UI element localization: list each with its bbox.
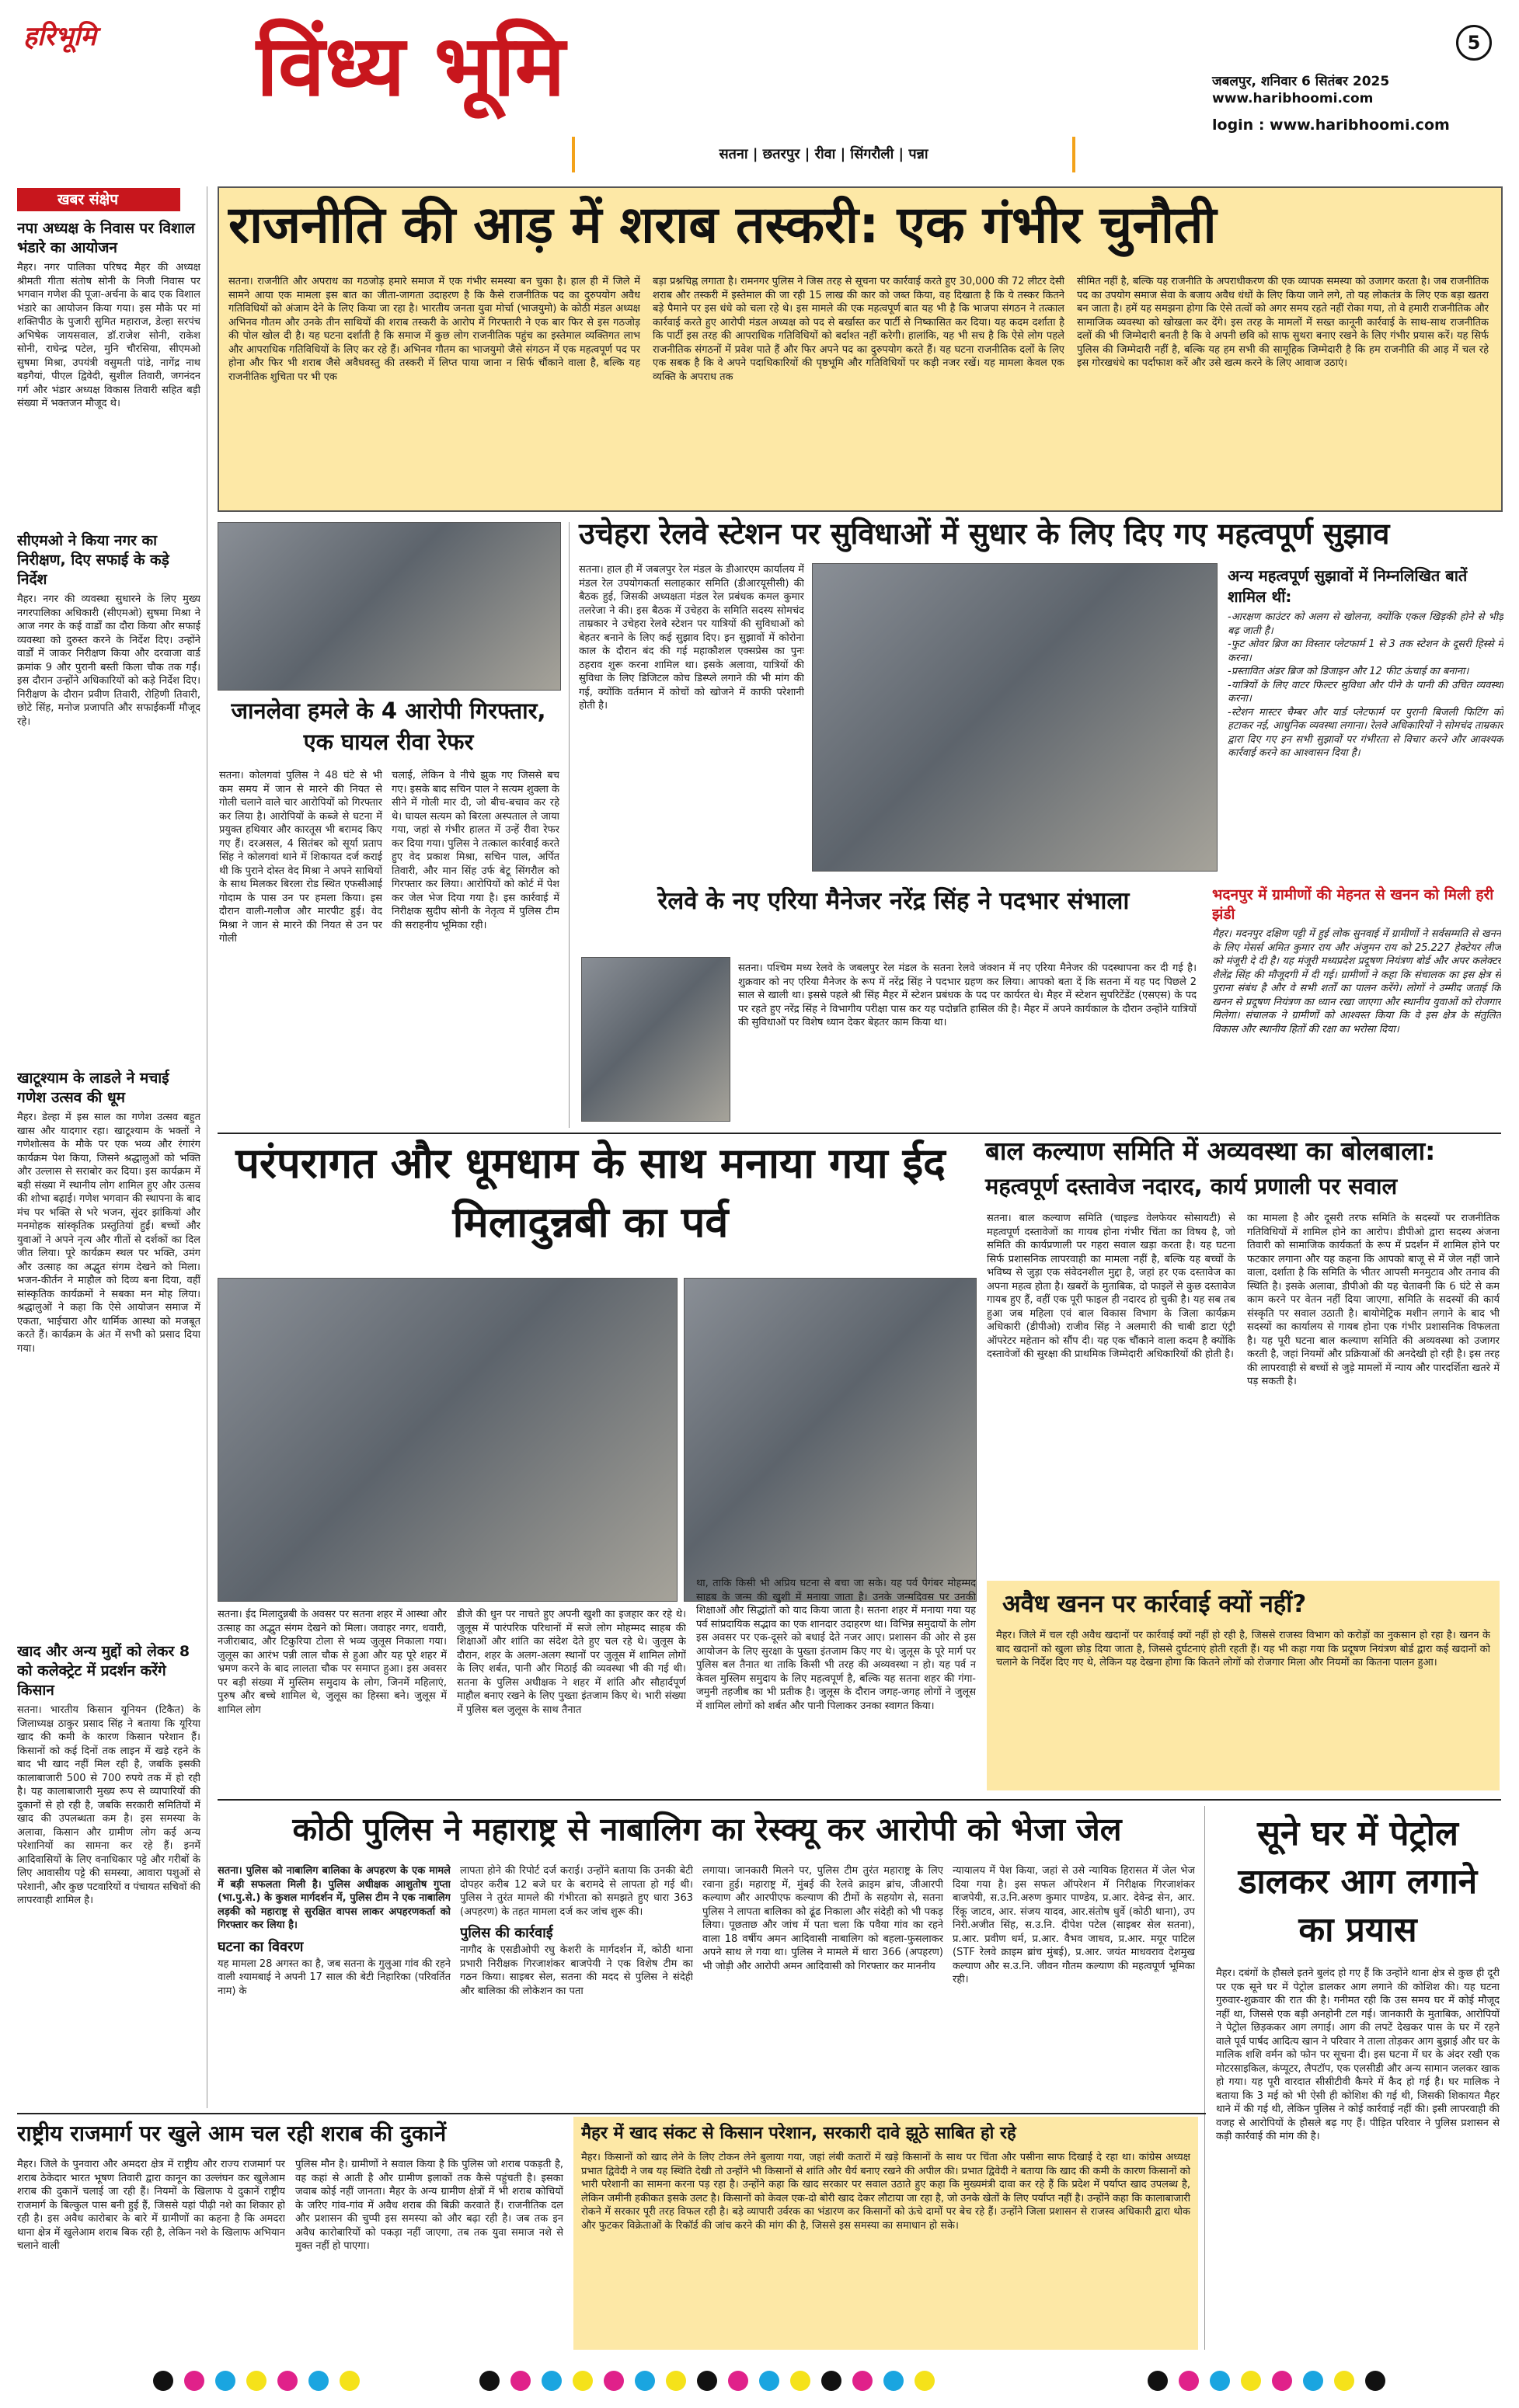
welfare-headline-2: महत्वपूर्ण दस्तावेज नदारद, कार्य प्रणाली पर सवाल bbox=[985, 1173, 1398, 1199]
reg-dot bbox=[915, 2371, 935, 2391]
lead-col-1: सतना। राजनीति और अपराध का गठजोड़ हमारे समाज में एक गंभीर समस्या बन चुका है। हाल ही में जिले में सामने आया एक मामला इस बात का जीता-जागता उदाहरण है कि कैसे राजनीतिक पद का दुरुपयोग अवैध गतिविधियों को अंजाम देने के लिए किया जा रहा है। भारतीय जनता युवा मोर्चा (भाजयुमो) के कोठी मंडल अध्यक्ष अभिनव गौतम और उनके तीन साथियों की शराब तस्करी के आरोप में गिरफ्तारी ने एक बार फिर से इस गठजोड़ की पोल खोल दी है। यह घटना दर्शाती है कि समाज में कुछ लोग राजनीतिक पहुंच का इस्तेमाल व्यक्तिगत लाभ और आपराधिक गतिविधियों के लिए कर रहे हैं। अभिनव गौतम का भाजयुमो जैसे संगठन में एक महत्वपूर्ण पद पर होना और फिर भी शराब जैसे अवैधवस्तु की तस्करी में लिप्त पाया जाना न सिर्फ चौंकाने वाला है, बल्कि यह राजनीतिक शुचिता पर भी एक bbox=[228, 276, 640, 383]
manager-body: सतना। पश्चिम मध्य रेलवे के जबलपुर रेल मंडल के सतना रेलवे जंक्शन में नए एरिया मैनेजर की पदस्थापना कर दी गई है। शुक्रवार को नए एरिया मैनेजर के रूप में नरेंद्र सिंह ने पदभार ग्रहण कर लिया। आपको बता दें कि सतना में यह पद पिछले 2 साल से खाली था। इससे पहले श्री सिंह मैहर में स्टेशन प्रबंधक के पद पर कार्यरत थे। मैहर में स्टेशन सुपरिटेंडेंट (एसएस) के पद पर रहते हुए नरेंद्र सिंह ने विभागीय परीक्षा पास कर यह पदोन्नति हासिल की है। मैहर में अपने कार्यकाल के दौरान उन्होंने यात्रियों की सुविधाओं पर विशेष ध्यान देकर बेहतर काम किया था। bbox=[738, 962, 1197, 1028]
reg-dot bbox=[277, 2371, 298, 2391]
sidebar-item-body: मैहर। नगर की व्यवस्था सुधारने के लिए मुख्य नगरपालिका अधिकारी (सीएमओ) सुषमा मिश्रा ने आज नगर के कई वार्डों का दौरा किया और सफाई व्यवस्था को दुरुस्त करने के निर्देश दिए। उन्होंने वार्डों में जाकर निरीक्षण किया और दरवाजा वार्ड क्रमांक 9 और पुरानी बस्ती किला चौक तक गईं। इस दौरान उन्होंने अधिकारियों को कड़े निर्देश दिए। निरीक्षण के दौरान प्रवीण तिवारी, रोहिणी तिवारी, छोटे सिंह, मनोज प्रजापति और सफाईकर्मी मौजूद रहे। bbox=[17, 593, 200, 728]
reg-dot bbox=[1241, 2371, 1261, 2391]
sidebar-label-text: खबर संक्षेप bbox=[57, 191, 119, 208]
reg-dot bbox=[759, 2371, 779, 2391]
attack-col-1: सतना। कोलगवां पुलिस ने 48 घंटे से भी कम समय में जान से मारने की नियत से गोली चलाने वाले चार आरोपियों को गिरफ्तार कर लिया है। आरोपियों के कब्जे से घटना में प्रयुक्त हथियार और कारतूस भी बरामद किए गए हैं। दरअसल, 4 सितंबर को सूर्या प्रताप सिंह ने कोलगवां थाने में शिकायत दर्ज कराई थी कि पुराने दोस्त वेद मिश्रा ने अपने साथियों के साथ मिलकर बिरला रोड स्थित एफसीआई गोदाम के पास उन पर हमला किया। इस दौरान वाली-गलौज और मारपीट हुई। वेद मिश्रा ने जान से मारने की नियत से उन पर गोली bbox=[219, 770, 382, 945]
sidebar-item bbox=[17, 1642, 200, 2108]
sidebar-item bbox=[17, 1069, 200, 1636]
reg-dot bbox=[790, 2371, 810, 2391]
fire-body: मैहर। दबंगों के हौसले इतने बुलंद हो गए हैं कि उन्होंने थाना क्षेत्र से कुछ ही दूरी पर एक सूने घर में पेट्रोल डालकर आग लगाने की कोशिश की। यह घटना गुरुवार-शुक्रवार की रात की है। गनीमत रही कि उस समय घर में कोई मौजूद नहीं था, जिससे एक बड़ी अनहोनी टल गई। जानकारी के मुताबिक, आरोपियों ने पेट्रोल छिड़ककर आग लगाई। आग की लपटें देखकर पास के घर में रहने वाले पूर्व पार्षद आदित्य खान ने परिवार ने ताला तोड़कर आग बुझाई और घर के मालिक शशि वर्मन को फोन पर सूचना दी। इस घटना में घर के अंदर रखी एक मोटरसाइकिल, कंप्यूटर, लैपटॉप, एक एलसीडी और अन्य सामान जलकर खाक हो गया। यह पूरी वारदात सीसीटीवी कैमरे में कैद हो गई है। घर मालिक ने बताया कि 3 मई को भी ऐसी ही कोशिश की गई थी, जिसकी शिकायत मैहर थाने में की गई थी, लेकिन पुलिस ने कोई कार्रवाई नहीं की। इसी लापरवाही की वजह से आरोपियों के हौसले बढ़ गए हैं। पीड़ित परिवार ने पुलिस प्रशासन से कड़ी कार्रवाई की मांग की है। bbox=[1216, 1968, 1500, 2142]
sidebar-label bbox=[17, 188, 180, 211]
railway-body: सतना। हाल ही में जबलपुर रेल मंडल के डीआरएम कार्यालय में मंडल रेल उपयोगकर्ता सलाहकार समिति (डीआरयूसीसी) की बैठक हुई, जिसकी अध्यक्षता मंडल रेल प्रबंधक कमल कुमार तलरेजा ने की। इस बैठक में उचेहरा के समिति सदस्य सोमचंद ताम्रकार ने उचेहरा रेलवे स्टेशन पर यात्रियों की सुविधाओं को बेहतर बनाने के लिए कई सुझाव दिए। इन सुझावों में कोरोना काल के दौरान बंद की गई महाकौशल एक्सप्रेस का पुनः ठहराव शुरू करना शामिल था। इसके अलावा, यात्रियों की सुविधा के लिए डिजिटल कोच डिस्प्ले लगाने की भी मांग की गई, क्योंकि वर्तमान में कोचों को खोजने में काफी परेशानी होती है। bbox=[579, 564, 804, 712]
reg-dot bbox=[215, 2371, 235, 2391]
mining-box bbox=[1212, 886, 1501, 1126]
sidebar-item bbox=[17, 219, 200, 516]
fertilizer-headline: मैहर में खाद संकट से किसान परेशान, सरकारी दावे झूठे साबित हो रहे bbox=[581, 2124, 1016, 2143]
reg-dot bbox=[1365, 2371, 1385, 2391]
railway-suggestions bbox=[1228, 565, 1503, 884]
reg-dot bbox=[1272, 2371, 1292, 2391]
rescue-col-4: न्यायालय में पेश किया, जहां से उसे न्यायिक हिरासत में जेल भेज दिया गया है। इस सफल ऑपरेशन में निरीक्षक गिरजाशंकर बाजपेयी, स.उ.नि.अरुण कुमार पाण्डेय, प्र.आर. देवेन्द्र सेन, आर. रिंकू जाटव, आर. संजय यादव, आर.संतोष धुर्वे (कोठी थाना), उप निरी.अजीत सिंह, स.उ.नि. दीपेश पटेल (साइबर सेल सतना), प्र.आर. प्रवीण धर्म, प्र.आर. वैभव जाधव, प्र.आर. मयूर पाटिल (STF रेलवे क्राइम ब्रांच मुंबई), प्र.आर. जयंत माधवराव देशमुख कल्याण और स.उ.नि. जीवन गौतम कल्याण की महत्वपूर्ण भूमिका रही। bbox=[953, 1865, 1195, 1985]
registration-marks-right bbox=[1142, 2371, 1391, 2394]
website[interactable]: www.haribhoomi.com bbox=[1212, 91, 1374, 106]
rescue-divider bbox=[1204, 1806, 1205, 2350]
brand-name: हरिभूमि bbox=[23, 21, 96, 52]
rescue-sub-2: पुलिस की कार्रवाई bbox=[460, 1925, 553, 1941]
fire-headline: सूने घर में पेट्रोल डालकर आग लगाने का प्रयास bbox=[1238, 1814, 1478, 1950]
reg-dot bbox=[604, 2371, 624, 2391]
rescue-sub-1: घटना का विवरण bbox=[218, 1938, 304, 1955]
sidebar-item-title: खाटूश्याम के लाडले ने मचाई गणेश उत्सव की धूम bbox=[17, 1070, 169, 1106]
suggestion-item: -यात्रियों के लिए वाटर फिल्टर सुविधा और पीने के पानी की उचित व्यवस्था करना। bbox=[1228, 679, 1503, 705]
reg-dot bbox=[184, 2371, 204, 2391]
brand-logo bbox=[23, 17, 155, 56]
reg-dot bbox=[697, 2371, 717, 2391]
illegal-headline: अवैध खनन पर कार्रवाई क्यों नहीं? bbox=[1002, 1590, 1307, 1618]
suggestion-item: -स्टेशन मास्टर चैम्बर और यार्ड प्लेटफार्म पर पुरानी बिजली फिटिंग को हटाकर नई, आधुनिक व्यवस्था लगाना। रेलवे अधिकारियों ने सोमचंद ताम्रकार द्वारा दिए गए इन सभी सुझावों पर गंभीरता से विचार करने और आवश्यक कार्रवाई करने का आश्वासन दिया है। bbox=[1228, 706, 1503, 759]
lead-col-3: सीमित नहीं है, बल्कि यह राजनीति के अपराधीकरण की एक व्यापक समस्या को उजागर करता है। जब राजनीतिक पद का उपयोग समाज सेवा के बजाय अवैध धंधों के लिए किया जाने लगे, तो यह लोकतंत्र के लिए एक बड़ा खतरा बन जाता है। हमें यह समझना होगा कि ऐसे तत्वों को अगर समय रहते नहीं रोका गया, तो वे हमारी राजनीतिक और सामाजिक व्यवस्था को खोखला कर देंगे। इस तरह के मामलों में सख्त कानूनी कार्रवाई के साथ-साथ राजनीतिक दलों की भी जिम्मेदारी बनती है कि वे अपनी छवि को साफ सुथरा बनाए रखने के लिए गंभीर प्रयास करें। यह सिर्फ पुलिस की जिम्मेदारी नहीं है, बल्कि यह हम सभी की सामूहिक जिम्मेदारी है कि हम राजनीति की आड़ में चल रहे इस गोरखधंधे का पर्दाफाश करें और उसे खत्म करने के लिए आवाज उठाएं। bbox=[1077, 276, 1489, 369]
cities-list: सतना | छतरपुर | रीवा | सिंगरौली | पन्ना bbox=[719, 146, 928, 162]
sidebar-item-body: मैहर। डेल्हा में इस साल का गणेश उत्सव बहुत खास और यादगार रहा। खाटूश्याम के भक्तों ने गणेशोत्सव के मौके पर एक भव्य और रंगारंग कार्यक्रम पेश किया, जिसने श्रद्धालुओं को भक्ति और उल्लास से सराबोर कर दिया। इस कार्यक्रम में बड़ी संख्या में स्थानीय लोग शामिल हुए और उत्सव की शोभा बढ़ाई। गणेश भगवान की स्थापना के बाद मंच पर भक्ति से भरे भजन, सुंदर झांकियां और मनमोहक सांस्कृतिक प्रस्तुतियां हुईं। बच्चों और युवाओं ने अपने नृत्य और गीतों से दर्शकों का दिल जीत लिया। पूरे कार्यक्रम स्थल पर भक्ति, उमंग और उत्साह का अद्भुत संगम देखने को मिला। भजन-कीर्तन ने माहौल को दिव्य बना दिया, वहीं सांस्कृतिक कार्यक्रमों ने सबका मन मोह लिया। श्रद्धालुओं ने कहा कि ऐसे आयोजन समाज में एकता, भाईचारा और धार्मिक आस्था को मजबूत करते हैं। कार्यक्रम के अंत में सभी को प्रसाद दिया गया। bbox=[17, 1112, 200, 1355]
eid-col-2: डीजे की धुन पर नाचते हुए अपनी खुशी का इजहार कर रहे थे। जुलूस में पारंपरिक परिधानों में सजे लोग मोहम्मद साहब की शिक्षाओं और शांति का संदेश देते हुए चल रहे थे। जुलूस के दौरान, शहर के अलग-अलग स्थानों पर जुलूस में शामिल लोगों के लिए शर्बत, पानी और मिठाई की व्यवस्था भी की गई थी। सतना के पुलिस अधीक्षक ने शहर में शांति और सौहार्दपूर्ण माहौल बनाए रखने के लिए पुख्ता इंतजाम किए थे। भारी संख्या में पुलिस बल जुलूस के साथ तैनात bbox=[457, 1609, 686, 1716]
teachers-day-photo bbox=[218, 522, 561, 691]
reg-dot bbox=[635, 2371, 655, 2391]
rescue-text-2: लापता होने की रिपोर्ट दर्ज कराई। उन्होंने बताया कि उनकी बेटी दोपहर करीब 12 बजे घर के बरामदे से लापता हो गई थी। पुलिस ने तुरंत मामले की गंभीरता को समझते हुए धारा 363 (अपहरण) के तहत मामला दर्ज कर जांच शुरू की। bbox=[460, 1865, 693, 1918]
attack-headline: जानलेवा हमले के 4 आरोपी गिरफ्तार, एक घायल रीवा रेफर bbox=[231, 698, 546, 755]
rescue-col-2 bbox=[460, 1864, 693, 2105]
lead-headline: राजनीति की आड़ में शराब तस्करी: एक गंभीर चुनौती bbox=[228, 195, 1217, 255]
reg-dot bbox=[1148, 2371, 1168, 2391]
sidebar-item-body: मैहर। नगर पालिका परिषद मैहर की अध्यक्ष श्रीमती गीता संतोष सोनी के निजी निवास पर भगवान गणेश की पूजा-अर्चना के बाद एक विशाल भंडारे का आयोजन किया गया। इस मौके पर मां शक्तिपीठ के पुजारी सुमित महाराज, डेल्हा सरपंच अभिषेक जायसवाल, डॉ.राजेश सोनी, राकेश सोनी, राघेन्द्र पटेल, मुनि चौरसिया, सीएमओ सुषमा मिश्रा, उपयंत्री वसुमती पांडे, नागेंद्र नाथ बड़गैयां, पीएल द्विवेदी, सुशील तिवारी, जगनंदन गर्ग और भंडार अध्यक्ष विकास तिवारी सहित बड़ी संख्या में भक्तजन मौजूद थे। bbox=[17, 262, 200, 409]
eid-col-3: था, ताकि किसी भी अप्रिय घटना से बचा जा सके। यह पर्व पैगंबर मोहम्मद साहब के जन्म की खुशी में मनाया जाता है। उनके जन्मदिवस पर उनकी शिक्षाओं और सिद्धांतों को याद किया जाता है। सतना शहर में मनाया गया यह पर्व सांप्रदायिक सद्भाव का एक शानदार उदाहरण था। विभिन्न समुदायों के लोग इस अवसर पर एक-दूसरे को बधाई देते नजर आए। प्रशासन की ओर से इस आयोजन के लिए सुरक्षा के पुख्ता इंतजाम किए गए थे। जुलूस के पूरे मार्ग पर पुलिस बल तैनात था ताकि किसी भी तरह की अव्यवस्था न हो। यह पर्व न केवल मुस्लिम समुदाय के लिए महत्वपूर्ण है, बल्कि यह सतना शहर की गंगा-जमुनी तहजीब का भी प्रतीक है। जुलूस के दौरान जगह-जगह लोगों ने जुलूस में शामिल लोगों को शर्बत और पानी पिलाकर उनका स्वागत किया। bbox=[696, 1578, 976, 1712]
reg-dot bbox=[153, 2371, 173, 2391]
reg-dot bbox=[479, 2371, 500, 2391]
reg-dot bbox=[573, 2371, 593, 2391]
login-line[interactable]: login : www.haribhoomi.com bbox=[1212, 117, 1450, 134]
section-title: विंध्य भूमि bbox=[256, 17, 566, 115]
liquor-headline: राष्ट्रीय राजमार्ग पर खुले आम चल रही शराब की दुकानें bbox=[17, 2121, 447, 2146]
mining-headline: भदनपुर में ग्रामीणों की मेहनत से खनन को मिली हरी झंडी bbox=[1212, 886, 1494, 923]
attack-col-2: चलाई, लेकिन वे नीचे झुक गए जिससे बच गए। इसके बाद सचिन पाल ने सत्यम शुक्ला के सीने में गोली मार दी, जो बीच-बचाव कर रहे थे। घायल सत्यम को बिरला अस्पताल ले जाया गया, जहां से गंभीर हालत में उन्हें रीवा रेफर कर दिया गया। पुलिस ने तत्काल कार्रवाई करते हुए वेद प्रकाश मिश्रा, सचिन पाल, अर्पित तिवारी, और मान सिंह उर्फ बेटू सिंगरौल को गिरफ्तार कर लिया। आरोपियों को कोर्ट में पेश कर जेल भेज दिया गया है। इस कार्रवाई में निरीक्षक सुदीप सोनी के नेतृत्व में पुलिस टीम की सराहनीय भूमिका रही। bbox=[392, 770, 559, 931]
eid-headline: परंपरागत और धूमधाम के साथ मनाया गया ईद मिलादुन्नबी का पर्व bbox=[235, 1139, 946, 1247]
eid-procession-photo bbox=[218, 1278, 678, 1602]
rescue-intro: सतना। पुलिस को नाबालिग बालिका के अपहरण के एक मामले में बड़ी सफलता मिली है। पुलिस अधीक्षक आशुतोष गुप्ता (भा.पु.से.) के कुशल मार्गदर्शन में, पुलिस टीम ने एक नाबालिग लड़की को महाराष्ट्र से सुरक्षित वापस लाकर अपहरणकर्ता को गिरफ्तार कर लिया है। bbox=[218, 1865, 451, 1931]
section-divider bbox=[17, 2113, 1206, 2114]
rescue-text-2b: नागौद के एसडीओपी रघु केशरी के मार्गदर्शन में, कोठी थाना प्रभारी निरीक्षक गिरजाशंकर बाजपेयी ने एक विशेष टीम का गठन किया। साइबर सेल, सतना की मदद से पुलिस ने संदेही और बालिका की लोकेशन का पता bbox=[460, 1944, 693, 1997]
manager-headline: रेलवे के नए एरिया मैनेजर नरेंद्र सिंह ने पदभार संभाला bbox=[657, 887, 1130, 915]
fertilizer-body: मैहर। किसानों को खाद लेने के लिए टोकन लेने बुलाया गया, जहां लंबी कतारों में खड़े किसानों के साथ पर चिंता और पसीना साफ दिखाई दे रहा था। कांग्रेस अध्यक्ष प्रभात द्विवेदी ने जब यह स्थिति देखी तो उन्होंने भी किसानों से शांति और धैर्य बनाए रखने की अपील की। प्रभात द्विवेदी ने बताया कि खाद की कमी के कारण किसानों को भारी परेशानी का सामना करना पड़ रहा है। उन्होंने कहा कि खाद सरकार पर सवाल उठाते हुए कहा कि मुख्यमंत्री दावा कर रहे हैं कि प्रदेश में पर्याप्त खाद उपलब्ध है, लेकिन जमीनी हकीकत इसके उलट है। किसानों को केवल एक-दो बोरी खाद देकर लौटाया जा रहा है, जो उनके खेतों के लिए पर्याप्त नहीं है। उन्होंने कहा कि कालाबाजारी रोकने में सरकार पूरी तरह विफल रही है। बड़े व्यापारी उर्वरक का भंडारण कर किसानों को ऊंचे दामों पर बेच रहे हैं। उन्होंने जिला प्रशासन से राजस्व अधिकारी द्वारा थोक और फुटकर विक्रेताओं के रिकॉर्ड की जांच करने की मांग की है, जिससे इस समस्या का समाधान हो सके। bbox=[581, 2152, 1190, 2232]
suggestion-item: -प्रस्तावित अंडर ब्रिज को डिजाइन और 12 फीट ऊंचाई का बनाना। bbox=[1228, 666, 1469, 677]
reg-dot bbox=[1303, 2371, 1323, 2391]
reg-dot bbox=[246, 2371, 267, 2391]
suggestion-item: -फुट ओवर ब्रिज का विस्तार प्लेटफार्म 1 से 3 तक स्टेशन के दूसरी हिस्से में करना। bbox=[1228, 639, 1503, 664]
rescue-text-1: यह मामला 28 अगस्त का है, जब सतना के गुलुआ गांव की रहने वाली श्यामबाई ने अपनी 17 साल की बेटी निहारिका (परिवर्तित नाम) के bbox=[218, 1957, 451, 1997]
sidebar-item-title: नपा अध्यक्ष के निवास पर विशाल भंडारे का आयोजन bbox=[17, 220, 195, 256]
railway-headline: उचेहरा रेलवे स्टेशन पर सुविधाओं में सुधार के लिए दिए गए महत्वपूर्ण सुझाव bbox=[579, 517, 1390, 551]
reg-dot bbox=[1210, 2371, 1230, 2391]
reg-dot bbox=[728, 2371, 748, 2391]
page-number: 5 bbox=[1456, 25, 1492, 61]
reg-dot bbox=[1179, 2371, 1199, 2391]
suggestions-title: अन्य महत्वपूर्ण सुझावों में निम्नलिखित बातें शामिल थीं: bbox=[1228, 566, 1468, 606]
rescue-col-1 bbox=[218, 1864, 451, 2105]
reg-dot bbox=[340, 2371, 360, 2391]
lead-col-2: बड़ा प्रश्नचिह्न लगाता है। रामनगर पुलिस ने जिस तरह से सूचना पर कार्रवाई करते हुए 30,000 की 72 लीटर देसी शराब और तस्करी में इस्तेमाल की जा रही 15 लाख की कार को जब्त किया, वह दिखाता है कि ये तस्कर कितने बड़े पैमाने पर इस धंधे को चला रहे थे। इस मामले की एक महत्वपूर्ण बात यह भी है कि भाजपा संगठन ने तत्काल कार्रवाई करते हुए आरोपी मंडल अध्यक्ष को पद से बर्खास्त कर पार्टी से निष्कासित कर दिया। यह कदम दर्शाता है कि पार्टी इस तरह की आपराधिक गतिविधियों को बर्दाश्त नहीं करेगी। हालांकि, यह भी सच है कि ऐसे लोग पहले राजनीतिक संगठनों में प्रवेश पाते हैं और फिर अपने पद का दुरुपयोग करते हैं। यह घटना राजनीतिक दलों के लिए एक सबक है कि वे अपने पदाधिकारियों की पृष्ठभूमि और गतिविधियों पर कड़ी नजर रखें। यह मामला केवल एक व्यक्ति के अपराध तक bbox=[653, 276, 1064, 383]
manager-photo bbox=[581, 957, 730, 1122]
reg-dot bbox=[542, 2371, 562, 2391]
reg-dot bbox=[883, 2371, 904, 2391]
lead-box bbox=[218, 186, 1503, 512]
fertilizer-box bbox=[573, 2117, 1198, 2350]
reg-dot bbox=[852, 2371, 873, 2391]
illegal-body: मैहर। जिले में चल रही अवैध खदानों पर कार्रवाई क्यों नहीं हो रही है, जिससे राजस्व विभाग को करोड़ों का नुकसान हो रहा है। खनन के बाद खदानों को खुला छोड़ दिया जाता है, जिससे दुर्घटनाएं होती रहती हैं। यह भी कहा गया कि प्रदूषण नियंत्रण बोर्ड द्वारा कई खदानों को चलाने के निर्देश दिए गए थे, लेकिन यह देखना होगा कि कितने लोगों को रोजगार मिला और नियमों का कितना पालन हुआ। bbox=[996, 1630, 1490, 1669]
illegal-box bbox=[987, 1581, 1500, 1790]
reg-dot bbox=[821, 2371, 841, 2391]
sidebar-item-body: सतना। भारतीय किसान यूनियन (टिकैत) के जिलाध्यक्ष ठाकुर प्रसाद सिंह ने बताया कि यूरिया खाद की कमी के कारण किसान परेशान हैं। किसानों को कई दिनों तक लाइन में खड़े रहने के बाद भी खाद नहीं मिल रही है, जबकि इसकी कालाबाजारी 500 से 700 रुपये तक में हो रही है। यह कालाबाजारी मुख्य रूप से व्यापारियों की दुकानों से हो रही है, जबकि सरकारी समितियों में खाद की उपलब्धता कम है। इस समस्या के अलावा, किसान और ग्रामीण लोग कई अन्य परेशानियों का सामना कर रहे हैं। इनमें आदिवासियों के लिए वनाधिकार पट्टे और गरीबों के लिए आवासीय पट्टे की समस्या, आवारा पशुओं से परेशानी, और कुछ पटवारियों व पंचायत सचिवों की लापरवाही शामिल है। bbox=[17, 1704, 200, 1906]
registration-marks-center bbox=[474, 2371, 940, 2394]
reg-dot bbox=[666, 2371, 686, 2391]
rescue-headline: कोठी पुलिस ने महाराष्ट्र से नाबालिग का रेस्क्यू कर आरोपी को भेजा जेल bbox=[292, 1811, 1122, 1848]
welfare-col-1: सतना। बाल कल्याण समिति (चाइल्ड वेलफेयर सोसायटी) से महत्वपूर्ण दस्तावेजों का गायब होना गंभीर चिंता का विषय है, जो समिति की कार्यप्रणाली पर गहरा सवाल खड़ा करता है। यह घटना सिर्फ प्रशासनिक लापरवाही का मामला नहीं है, बल्कि यह बच्चों के भविष्य से जुड़ा एक संवेदनशील मुद्दा है, जहां हर एक दस्तावेज का अपना महत्व होता है। खबरों के मुताबिक, दो फाइलें से कुछ दस्तावेज गायब हुए हैं, वहीं एक पूरी फाइल ही नदारद हो चुकी है। यह सब तब हुआ जब महिला एवं बाल विकास विभाग के जिला कार्यक्रम अधिकारी (डीपीओ) राजीव सिंह ने अलमारी की चाबी डाटा एंट्री ऑपरेटर महेतान को सौंप दी। यह एक चौंकाने वाला कदम है क्योंकि दस्तावेजों की सुरक्षा की प्राथमिक जिम्मेदारी अधिकारियों की होती है। bbox=[987, 1213, 1235, 1360]
section-divider bbox=[218, 1799, 1501, 1801]
liquor-col-1: मैहर। जिले के पुनवारा और अमदरा क्षेत्र में राष्ट्रीय और राज्य राजमार्ग पर शराब ठेकेदार भारत भूषण तिवारी द्वारा कानून का उल्लंघन कर खुलेआम शराब की दुकानें चलाई जा रही हैं। नियमों के खिलाफ ये दुकानें राष्ट्रीय राजमार्ग के बिल्कुल पास बनी हुई हैं, जिससे यहां पीढ़ी नशे का शिकार हो रही है। इस अवैध कारोबार के बारे में ग्रामीणों का कहना है कि अमदरा थाना क्षेत्र में खुलेआम शराब बिक रही है, लेकिन नशे के खिलाफ अभियान चलाने वाली bbox=[17, 2159, 285, 2252]
eid-crowd-photo bbox=[684, 1278, 977, 1602]
railway-meeting-photo bbox=[812, 563, 1218, 872]
rescue-col-3: लगाया। जानकारी मिलने पर, पुलिस टीम तुरंत महाराष्ट्र के लिए रवाना हुई। महाराष्ट्र में, मुंबई की रेलवे क्राइम ब्रांच, जीआरपी कल्याण और आरपीएफ कल्याण की टीमों के सहयोग से, सतना पुलिस ने लापता बालिका को ढूंढ निकाला और संदेही को भी पकड़ लिया। पूछताछ और जांच में पता चला कि पवैया गांव का रहने वाला 18 वर्षीय अमन आदिवासी नाबालिग को बहला-फुसलाकर अपने साथ ले गया था। पुलिस ने मामले में धारा 366 (अपहरण) भी जोड़ी और आरोपी अमन आदिवासी को गिरफ्तार कर माननीय bbox=[702, 1865, 943, 1972]
sidebar-item bbox=[17, 531, 200, 1067]
sidebar-item-title: खाद और अन्य मुद्दों को लेकर 8 को कलेक्ट्रेट में प्रदर्शन करेंगे किसान bbox=[17, 1643, 190, 1699]
date-line: जबलपुर, शनिवार 6 सितंबर 2025 bbox=[1212, 74, 1390, 89]
reg-dot bbox=[1334, 2371, 1354, 2391]
mining-body: मैहर। मदनपुर दक्षिण पट्टी में हुई लोक सुनवाई में ग्रामीणों ने सर्वसम्मति से खनन के लिए मेसर्स अमित कुमार राय और अंजुमन राय को 25.227 हेक्टेयर लीज को मंजूरी दे दी है। यह मंजूरी मध्यप्रदेश प्रदूषण नियंत्रण बोर्ड और अपर कलेक्टर शैलेंद्र सिंह की मौजूदगी में दी गई। ग्रामीणों ने कहा कि संचालक का इस क्षेत्र से पुराना संबंध है और वे सभी शर्तों का पालन करेंगे। लोगों ने उम्मीद जताई कि खनन से प्रदूषण नियंत्रण का ध्यान रखा जाएगा और स्थानीय युवाओं को रोजगार मिलेगा। संचालक ने ग्रामीणों को आश्वस्त किया कि वे इस क्षेत्र के संतुलित विकास और स्थानीय हितों की रक्षा का भरोसा दिया। bbox=[1212, 928, 1501, 1035]
reg-dot bbox=[308, 2371, 329, 2391]
suggestion-item: -आरक्षण काउंटर को अलग से खोलना, क्योंकि एकल खिड़की होने से भीड़ बढ़ जाती है। bbox=[1228, 611, 1503, 637]
cities-bar bbox=[572, 137, 1075, 172]
welfare-col-2: का मामला है और दूसरी तरफ समिति के सदस्यों पर राजनीतिक गतिविधियों में शामिल होने का आरोप। डीपीओ द्वारा सदस्य अंजना तिवारी को सामाजिक कार्यकर्ता के रूप में प्रदर्शन में शामिल होने पर फटकार लगाना और यह कहना कि आपको बाजू से में जेल नहीं जाने वाला, दर्शाता है कि समिति के भीतर आपसी मनमुटाव और तनाव की स्थिति है। इसके अलावा, डीपीओ की यह चेतावनी कि 6 घंटे से कम काम करने पर वेतन नहीं दिया जाएगा, समिति के सदस्यों की कार्य संस्कृति पर सवाल उठाती है। बायोमेट्रिक मशीन लगाने के बाद भी सदस्यों का कार्यालय से गायब होना एक गंभीर प्रशासनिक विफलता है। यह पूरी घटना बाल कल्याण समिति की अव्यवस्था को उजागर करती है, जहां नियमों और प्रक्रियाओं की अनदेखी हो रही है। इस तरह की लापरवाही से बच्चों से जुड़े मामलों में न्याय और पारदर्शिता खतरे में पड़ सकती है। bbox=[1247, 1213, 1500, 1387]
eid-col-1: सतना। ईद मिलादुन्नबी के अवसर पर सतना शहर में आस्था और उत्साह का अद्भुत संगम देखने को मिला। जवाहर नगर, धवारी, नजीराबाद, और टिकुरिया टोला से भव्य जुलूस निकाला गया। जुलूस का आरंभ पन्नी लाल चौक से हुआ और यह पूरे शहर में भ्रमण करने के बाद लालता चौक पर समाप्त हुआ। इस अवसर पर बड़ी संख्या में मुस्लिम समुदाय के लोग, जिनमें महिलाएं, पुरुष और बच्चे शामिल थे, जुलूस का हिस्सा बने। जुलूस में शामिल लोग bbox=[218, 1609, 447, 1716]
registration-marks-left bbox=[148, 2371, 365, 2394]
reg-dot bbox=[510, 2371, 531, 2391]
sidebar-item-title: सीएमओ ने किया नगर का निरीक्षण, दिए सफाई के कड़े निर्देश bbox=[17, 532, 169, 588]
attack-divider bbox=[569, 522, 570, 1128]
welfare-headline-1: बाल कल्याण समिति में अव्यवस्था का बोलबाला: bbox=[985, 1136, 1436, 1166]
liquor-col-2: पुलिस मौन है। ग्रामीणों ने सवाल किया है कि पुलिस जो शराब पकड़ती है, वह कहां से आती है और ग्रामीण इलाकों तक कैसे पहुंचती है। इसका जवाब कोई नहीं जानता। मैहर के अन्य ग्रामीण क्षेत्रों में भी शराब कोचियों के जरिए गांव-गांव में अवैध शराब की बिक्री करवाते हैं। राजनीतिक दल और प्रशासन की चुप्पी इस समस्या को और बढ़ा रही है। जब तक इन अवैध कारोबारियों को पकड़ा नहीं जाएगा, तब तक युवा समाज नशे से मुक्त नहीं हो पाएगा। bbox=[295, 2159, 563, 2252]
